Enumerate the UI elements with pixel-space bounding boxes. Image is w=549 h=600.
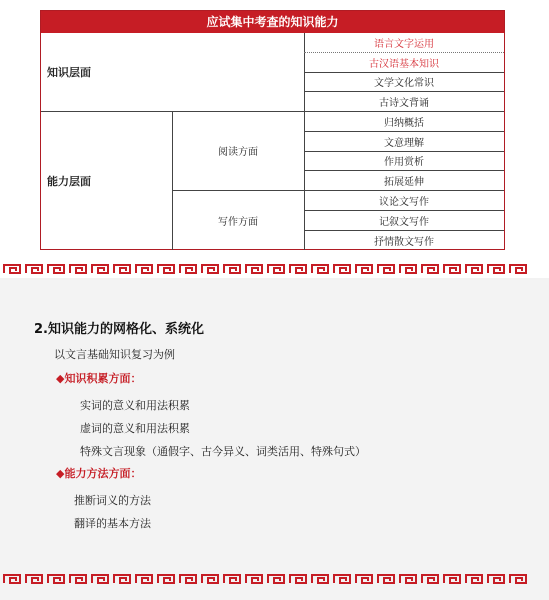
reading-item: 归纳概括 bbox=[384, 117, 424, 129]
fret-motif bbox=[444, 575, 460, 583]
fret-motif bbox=[290, 265, 306, 273]
knowledge-level-label: 知识层面 bbox=[47, 66, 91, 79]
decorative-fret-border bbox=[0, 573, 549, 585]
fret-motif bbox=[466, 265, 482, 273]
reading-item: 作用赏析 bbox=[384, 157, 424, 168]
fret-motif bbox=[136, 265, 152, 273]
fret-motif bbox=[224, 265, 240, 273]
list-item: 翻译的基本方法 bbox=[74, 517, 151, 530]
fret-motif bbox=[246, 575, 262, 583]
fret-motif bbox=[114, 265, 130, 273]
fret-motif bbox=[48, 575, 64, 583]
fret-motif bbox=[70, 265, 86, 273]
fret-motif bbox=[48, 265, 64, 273]
fret-motif bbox=[356, 575, 372, 583]
knowledge-ability-table bbox=[40, 10, 505, 250]
fret-motif bbox=[312, 265, 328, 273]
fret-motif bbox=[180, 265, 196, 273]
table-title: 应试集中考查的知识能力 bbox=[41, 11, 504, 33]
decorative-fret-border bbox=[0, 263, 549, 275]
list-item: 实词的意义和用法积累 bbox=[80, 399, 190, 412]
fret-motif bbox=[268, 265, 284, 273]
list-item: 虚词的意义和用法积累 bbox=[80, 422, 190, 435]
fret-motif bbox=[290, 575, 306, 583]
subheading-knowledge-accumulation: ◆知识积累方面： bbox=[56, 372, 142, 385]
reading-item: 拓展延伸 bbox=[384, 176, 424, 188]
subheading-ability-method: ◆能力方法方面： bbox=[56, 467, 142, 480]
fret-motif bbox=[92, 265, 108, 273]
fret-motif bbox=[422, 575, 438, 583]
fret-motif bbox=[400, 575, 416, 583]
section-heading: 2.知识能力的网格化、系统化 bbox=[34, 322, 204, 337]
reading-aspect-label: 阅读方面 bbox=[218, 147, 258, 158]
reading-item: 文意理解 bbox=[384, 137, 424, 149]
fret-motif bbox=[4, 575, 20, 583]
fret-motif bbox=[4, 265, 20, 273]
fret-motif bbox=[334, 265, 350, 273]
slide-knowledge-table bbox=[0, 0, 549, 278]
fret-motif bbox=[26, 575, 42, 583]
fret-motif bbox=[466, 575, 482, 583]
fret-motif bbox=[444, 265, 460, 273]
fret-motif bbox=[268, 575, 284, 583]
knowledge-item: 文学文化常识 bbox=[374, 78, 434, 89]
fret-motif bbox=[246, 265, 262, 273]
fret-motif bbox=[180, 575, 196, 583]
fret-motif bbox=[70, 575, 86, 583]
writing-aspect-label: 写作方面 bbox=[218, 216, 258, 228]
fret-motif bbox=[92, 575, 108, 583]
section-intro: 以文言基础知识复习为例 bbox=[54, 348, 175, 361]
fret-motif bbox=[136, 575, 152, 583]
fret-motif bbox=[378, 265, 394, 273]
writing-item: 抒情散文写作 bbox=[374, 236, 434, 248]
slide-grid-system bbox=[0, 280, 549, 600]
writing-item: 议论文写作 bbox=[379, 196, 429, 208]
fret-motif bbox=[488, 265, 504, 273]
list-item: 特殊文言现象（通假字、古今异义、词类活用、特殊句式） bbox=[80, 445, 366, 458]
fret-motif bbox=[202, 575, 218, 583]
knowledge-item: 古汉语基本知识 bbox=[369, 58, 439, 70]
list-item: 推断词义的方法 bbox=[74, 494, 151, 507]
fret-motif bbox=[26, 265, 42, 273]
fret-motif bbox=[312, 575, 328, 583]
knowledge-item: 语言文字运用 bbox=[374, 39, 434, 50]
fret-motif bbox=[510, 265, 526, 273]
fret-motif bbox=[114, 575, 130, 583]
fret-motif bbox=[488, 575, 504, 583]
fret-motif bbox=[510, 575, 526, 583]
fret-motif bbox=[422, 265, 438, 273]
fret-motif bbox=[158, 575, 174, 583]
writing-item: 记叙文写作 bbox=[379, 216, 429, 228]
fret-motif bbox=[202, 265, 218, 273]
fret-motif bbox=[334, 575, 350, 583]
ability-level-label: 能力层面 bbox=[47, 174, 91, 188]
fret-motif bbox=[158, 265, 174, 273]
fret-motif bbox=[356, 265, 372, 273]
fret-motif bbox=[400, 265, 416, 273]
fret-motif bbox=[224, 575, 240, 583]
fret-motif bbox=[378, 575, 394, 583]
knowledge-item: 古诗文背诵 bbox=[379, 97, 429, 109]
